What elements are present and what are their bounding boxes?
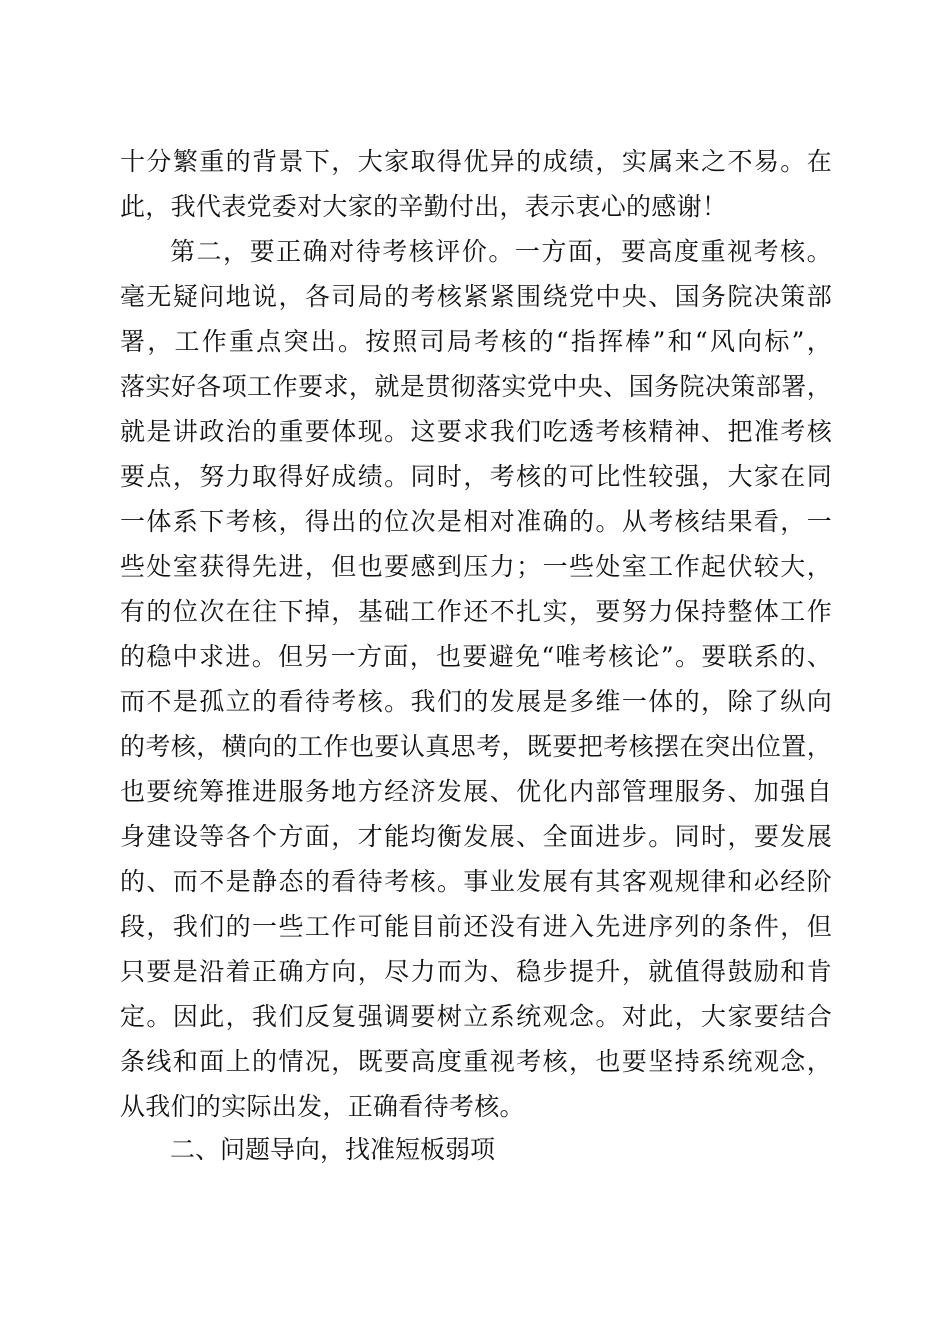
text-line: 的稳中求进。但另一方面，也要避免“唯考核论”。要联系的、 — [120, 642, 832, 671]
section-heading: 二、问题导向，找准短板弱项 — [170, 1135, 496, 1164]
text-line: 要点，努力取得好成绩。同时，考核的可比性较强，大家在同 — [120, 462, 832, 491]
text-line: 有的位次在往下掉，基础工作还不扎实，要努力保持整体工作 — [120, 597, 832, 626]
text-line: 从我们的实际出发，正确看待考核。 — [120, 1092, 525, 1121]
text-line: 落实好各项工作要求，就是贯彻落实党中央、国务院决策部署， — [120, 372, 832, 401]
paragraph-first-line: 第二，要正确对待考核评价。一方面，要高度重视考核。 — [170, 237, 832, 266]
text-line: 条线和面上的情况，既要高度重视考核，也要坚持系统观念， — [120, 1047, 832, 1076]
text-line: 就是讲政治的重要体现。这要求我们吃透考核精神、把准考核 — [120, 417, 832, 446]
text-line: 身建设等各个方面，才能均衡发展、全面进步。同时，要发展 — [120, 822, 832, 851]
text-line: 而不是孤立的看待考核。我们的发展是多维一体的，除了纵向 — [120, 687, 832, 716]
text-line: 只要是沿着正确方向，尽力而为、稳步提升，就值得鼓励和肯 — [120, 957, 832, 986]
text-line: 此，我代表党委对大家的辛勤付出，表示衷心的感谢！ — [120, 192, 728, 221]
text-line: 署，工作重点突出。按照司局考核的“指挥棒”和“风向标”， — [120, 327, 832, 356]
text-line: 十分繁重的背景下，大家取得优异的成绩，实属来之不易。在 — [120, 147, 832, 176]
text-line: 些处室获得先进，但也要感到压力；一些处室工作起伏较大， — [120, 552, 832, 581]
text-line: 一体系下考核，得出的位次是相对准确的。从考核结果看，一 — [120, 507, 832, 536]
text-line: 的、而不是静态的看待考核。事业发展有其客观规律和必经阶 — [120, 867, 832, 896]
text-line: 定。因此，我们反复强调要树立系统观念。对此，大家要结合 — [120, 1002, 832, 1031]
text-line: 毫无疑问地说，各司局的考核紧紧围绕党中央、国务院决策部 — [120, 282, 832, 311]
text-line: 也要统筹推进服务地方经济发展、优化内部管理服务、加强自 — [120, 777, 832, 806]
text-line: 的考核，横向的工作也要认真思考，既要把考核摆在突出位置， — [120, 732, 832, 761]
text-line: 段，我们的一些工作可能目前还没有进入先进序列的条件，但 — [120, 912, 832, 941]
